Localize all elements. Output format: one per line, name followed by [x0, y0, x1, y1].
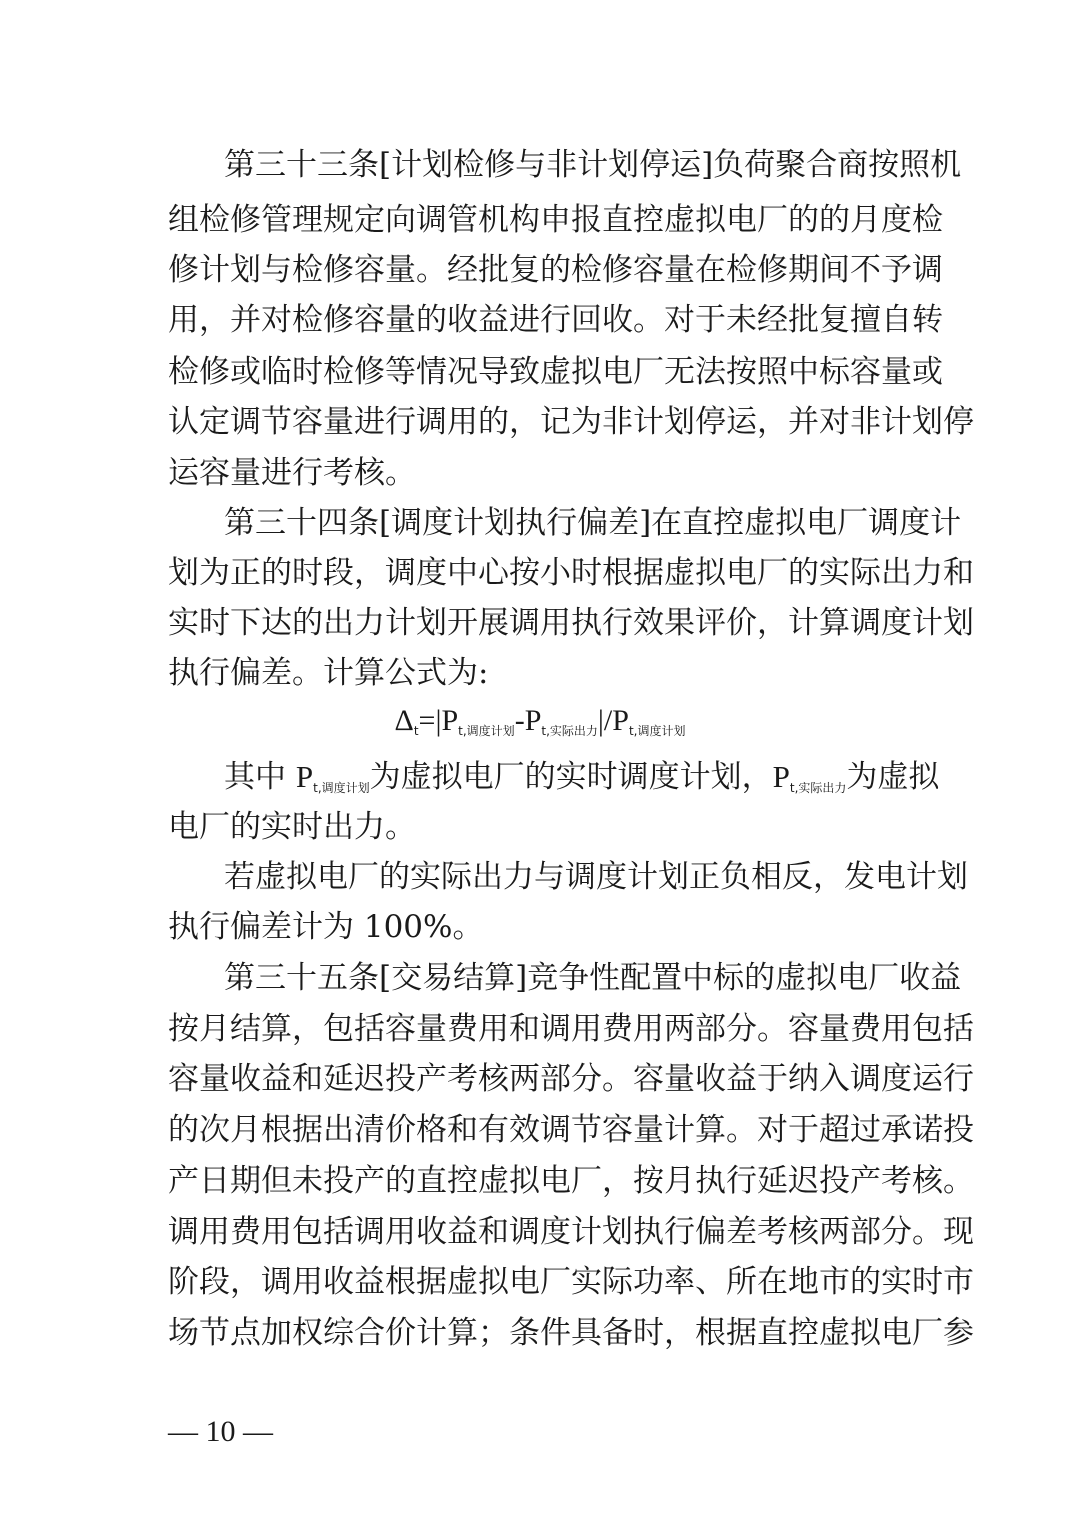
formula-p: P: [441, 704, 459, 737]
formula-sub-t: t: [413, 724, 419, 738]
var-p: P: [295, 759, 314, 794]
formula-sub: t,实际出力: [541, 724, 598, 738]
article-34-line-1: 第三十四条[调度计划执行偏差]在直控虚拟电厂调度计: [224, 505, 962, 541]
delta-symbol: Δ: [394, 704, 414, 737]
text-line: 实时下达的出力计划开展调用执行效果评价，计算调度计划: [168, 605, 974, 641]
formula-p: P: [612, 704, 629, 737]
where-prefix: 其中: [224, 759, 296, 795]
text-line: 调用费用包括调用收益和调度计划执行偏差考核两部分。现: [168, 1214, 974, 1250]
formula-minus: -: [514, 704, 525, 737]
formula-slash: |/: [597, 704, 613, 737]
where-end: 为虚拟: [846, 759, 940, 795]
deviation-formula: [0, 701, 1080, 751]
text-line: 电厂的实时出力。: [168, 809, 416, 845]
page-number: — 10 —: [168, 1415, 273, 1448]
text-line: 阶段，调用收益根据虚拟电厂实际功率、所在地市的实时市: [168, 1264, 974, 1300]
text-line: 认定调节容量进行调用的，记为非计划停运，并对非计划停: [168, 404, 974, 440]
text-line: 执行偏差计为 100%。: [168, 909, 484, 945]
formula-sub: t,调度计划: [458, 724, 515, 738]
where-mid: 为虚拟电厂的实时调度计划，: [369, 759, 773, 795]
article-35-line-1: 第三十五条[交易结算]竞争性配置中标的虚拟电厂收益: [224, 960, 962, 996]
var-sub: t,调度计划: [313, 781, 370, 795]
text-line: 检修或临时检修等情况导致虚拟电厂无法按照中标容量或: [168, 354, 943, 390]
text-line: 用，并对检修容量的收益进行回收。对于未经批复擅自转: [168, 302, 943, 338]
text-line: 场节点加权综合价计算；条件具备时，根据直控虚拟电厂参: [168, 1315, 974, 1351]
text-line: 修计划与检修容量。经批复的检修容量在检修期间不予调: [168, 252, 943, 288]
where-line: [224, 757, 940, 797]
formula-sub: t,调度计划: [628, 724, 686, 738]
text-line: 执行偏差。计算公式为:: [168, 655, 489, 691]
text-line: 容量收益和延迟投产考核两部分。容量收益于纳入调度运行: [168, 1061, 974, 1097]
text-line: 若虚拟电厂的实际出力与调度计划正负相反，发电计划: [224, 859, 968, 895]
text-line: 运容量进行考核。: [168, 455, 416, 491]
var-sub: t,实际出力: [789, 781, 847, 795]
text-line: 产日期但未投产的直控虚拟电厂，按月执行延迟投产考核。: [168, 1163, 974, 1199]
text-line: 组检修管理规定向调管机构申报直控虚拟电厂的的月度检: [168, 202, 943, 238]
formula-p: P: [524, 704, 542, 737]
text-line: 划为正的时段，调度中心按小时根据虚拟电厂的实际出力和: [168, 555, 974, 591]
formula-eq: =|: [418, 704, 442, 737]
text-line: 按月结算，包括容量费用和调用费用两部分。容量费用包括: [168, 1011, 974, 1047]
var-p: P: [772, 759, 790, 794]
article-33-line-1: 第三十三条[计划检修与非计划停运]负荷聚合商按照机: [224, 147, 962, 183]
text-line: 的次月根据出清价格和有效调节容量计算。对于超过承诺投: [168, 1112, 974, 1148]
